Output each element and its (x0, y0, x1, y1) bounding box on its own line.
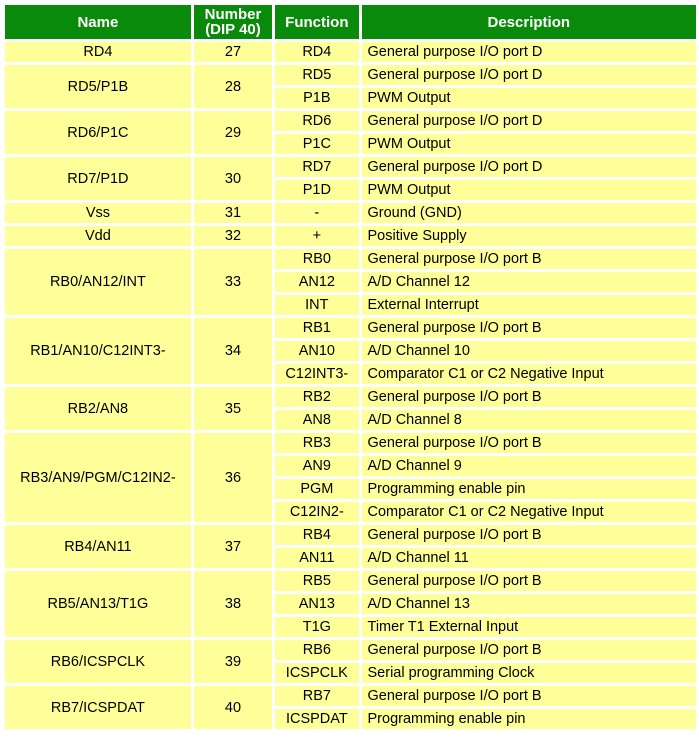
pin-function: RD6 (275, 111, 358, 131)
pin-description: General purpose I/O port D (362, 157, 696, 177)
pin-description: General purpose I/O port D (362, 42, 696, 62)
pin-function: AN12 (275, 272, 358, 292)
pin-number: 39 (194, 640, 272, 683)
pin-function: T1G (275, 617, 358, 637)
pin-function: RD5 (275, 65, 358, 85)
pin-description: General purpose I/O port B (362, 640, 696, 660)
pin-description: A/D Channel 10 (362, 341, 696, 361)
pin-name: Vdd (5, 226, 191, 246)
header-function: Function (275, 5, 358, 39)
pin-number: 40 (194, 686, 272, 729)
pin-function: P1D (275, 180, 358, 200)
pin-number: 37 (194, 525, 272, 568)
header-description: Description (362, 5, 696, 39)
header-number-line1: Number (204, 6, 262, 23)
pin-function: P1B (275, 88, 358, 108)
pin-description: PWM Output (362, 134, 696, 154)
pin-number: 34 (194, 318, 272, 384)
pin-description: Positive Supply (362, 226, 696, 246)
pin-number: 33 (194, 249, 272, 315)
pin-description: PWM Output (362, 88, 696, 108)
pin-function: RB6 (275, 640, 358, 660)
pin-description: General purpose I/O port B (362, 525, 696, 545)
table-row (5, 249, 696, 269)
pin-table (2, 2, 699, 732)
pin-name: RB3/AN9/PGM/C12IN2- (5, 433, 191, 522)
pin-description: Timer T1 External Input (362, 617, 696, 637)
table-row (5, 318, 696, 338)
pin-name: RB5/AN13/T1G (5, 571, 191, 637)
pin-name: RD5/P1B (5, 65, 191, 108)
pin-function: RB1 (275, 318, 358, 338)
pin-description: Programming enable pin (362, 479, 696, 499)
pin-description: Comparator C1 or C2 Negative Input (362, 364, 696, 384)
table-row (5, 65, 696, 85)
table-row (5, 157, 696, 177)
pin-function: RD4 (275, 42, 358, 62)
pin-function: RB3 (275, 433, 358, 453)
pin-function: RB0 (275, 249, 358, 269)
pin-description: Serial programming Clock (362, 663, 696, 683)
pin-function: RB5 (275, 571, 358, 591)
pin-description: General purpose I/O port B (362, 571, 696, 591)
pin-description: External Interrupt (362, 295, 696, 315)
table-row (5, 226, 696, 246)
pin-name: RB1/AN10/C12INT3- (5, 318, 191, 384)
pin-function: ICSPCLK (275, 663, 358, 683)
table-row (5, 686, 696, 706)
header-number (194, 5, 272, 39)
pin-name: RB0/AN12/INT (5, 249, 191, 315)
header-row (5, 5, 696, 39)
pin-description: General purpose I/O port D (362, 65, 696, 85)
pin-function: RB4 (275, 525, 358, 545)
pin-name: RD6/P1C (5, 111, 191, 154)
pin-description: General purpose I/O port B (362, 387, 696, 407)
pin-function: C12INT3- (275, 364, 358, 384)
pin-description: Comparator C1 or C2 Negative Input (362, 502, 696, 522)
pin-description: PWM Output (362, 180, 696, 200)
pin-description: A/D Channel 13 (362, 594, 696, 614)
pin-number: 31 (194, 203, 272, 223)
pin-function: - (275, 203, 358, 223)
pin-number: 38 (194, 571, 272, 637)
pin-number: 30 (194, 157, 272, 200)
pin-table-body (5, 42, 696, 729)
pin-description: A/D Channel 12 (362, 272, 696, 292)
table-row (5, 387, 696, 407)
pin-name: RB2/AN8 (5, 387, 191, 430)
pin-description: A/D Channel 9 (362, 456, 696, 476)
pin-function: AN11 (275, 548, 358, 568)
pin-name: RD4 (5, 42, 191, 62)
pin-name: RB4/AN11 (5, 525, 191, 568)
pin-number: 27 (194, 42, 272, 62)
table-row (5, 525, 696, 545)
pin-description: General purpose I/O port B (362, 249, 696, 269)
pin-function: RB2 (275, 387, 358, 407)
pin-description: General purpose I/O port B (362, 433, 696, 453)
table-row (5, 433, 696, 453)
header-number-line2: (DIP 40) (205, 21, 261, 38)
pin-number: 35 (194, 387, 272, 430)
table-row (5, 571, 696, 591)
pin-function: AN10 (275, 341, 358, 361)
pin-name: RB6/ICSPCLK (5, 640, 191, 683)
pin-function: ICSPDAT (275, 709, 358, 729)
pin-number: 36 (194, 433, 272, 522)
header-name: Name (5, 5, 191, 39)
pin-description: A/D Channel 11 (362, 548, 696, 568)
pin-description: A/D Channel 8 (362, 410, 696, 430)
pin-name: Vss (5, 203, 191, 223)
pin-name: RB7/ICSPDAT (5, 686, 191, 729)
pin-description: Ground (GND) (362, 203, 696, 223)
pin-function: RB7 (275, 686, 358, 706)
pin-function: AN13 (275, 594, 358, 614)
pin-function: PGM (275, 479, 358, 499)
pin-function: P1C (275, 134, 358, 154)
pin-number: 32 (194, 226, 272, 246)
pin-number: 28 (194, 65, 272, 108)
pin-description: General purpose I/O port D (362, 111, 696, 131)
pin-description: General purpose I/O port B (362, 686, 696, 706)
pin-function: C12IN2- (275, 502, 358, 522)
pin-function: RD7 (275, 157, 358, 177)
table-row (5, 42, 696, 62)
pin-function: AN9 (275, 456, 358, 476)
pin-function: INT (275, 295, 358, 315)
pin-description: Programming enable pin (362, 709, 696, 729)
pin-name: RD7/P1D (5, 157, 191, 200)
table-row (5, 111, 696, 131)
table-row (5, 203, 696, 223)
table-row (5, 640, 696, 660)
pin-description: General purpose I/O port B (362, 318, 696, 338)
pin-function: AN8 (275, 410, 358, 430)
pin-function: + (275, 226, 358, 246)
pin-number: 29 (194, 111, 272, 154)
